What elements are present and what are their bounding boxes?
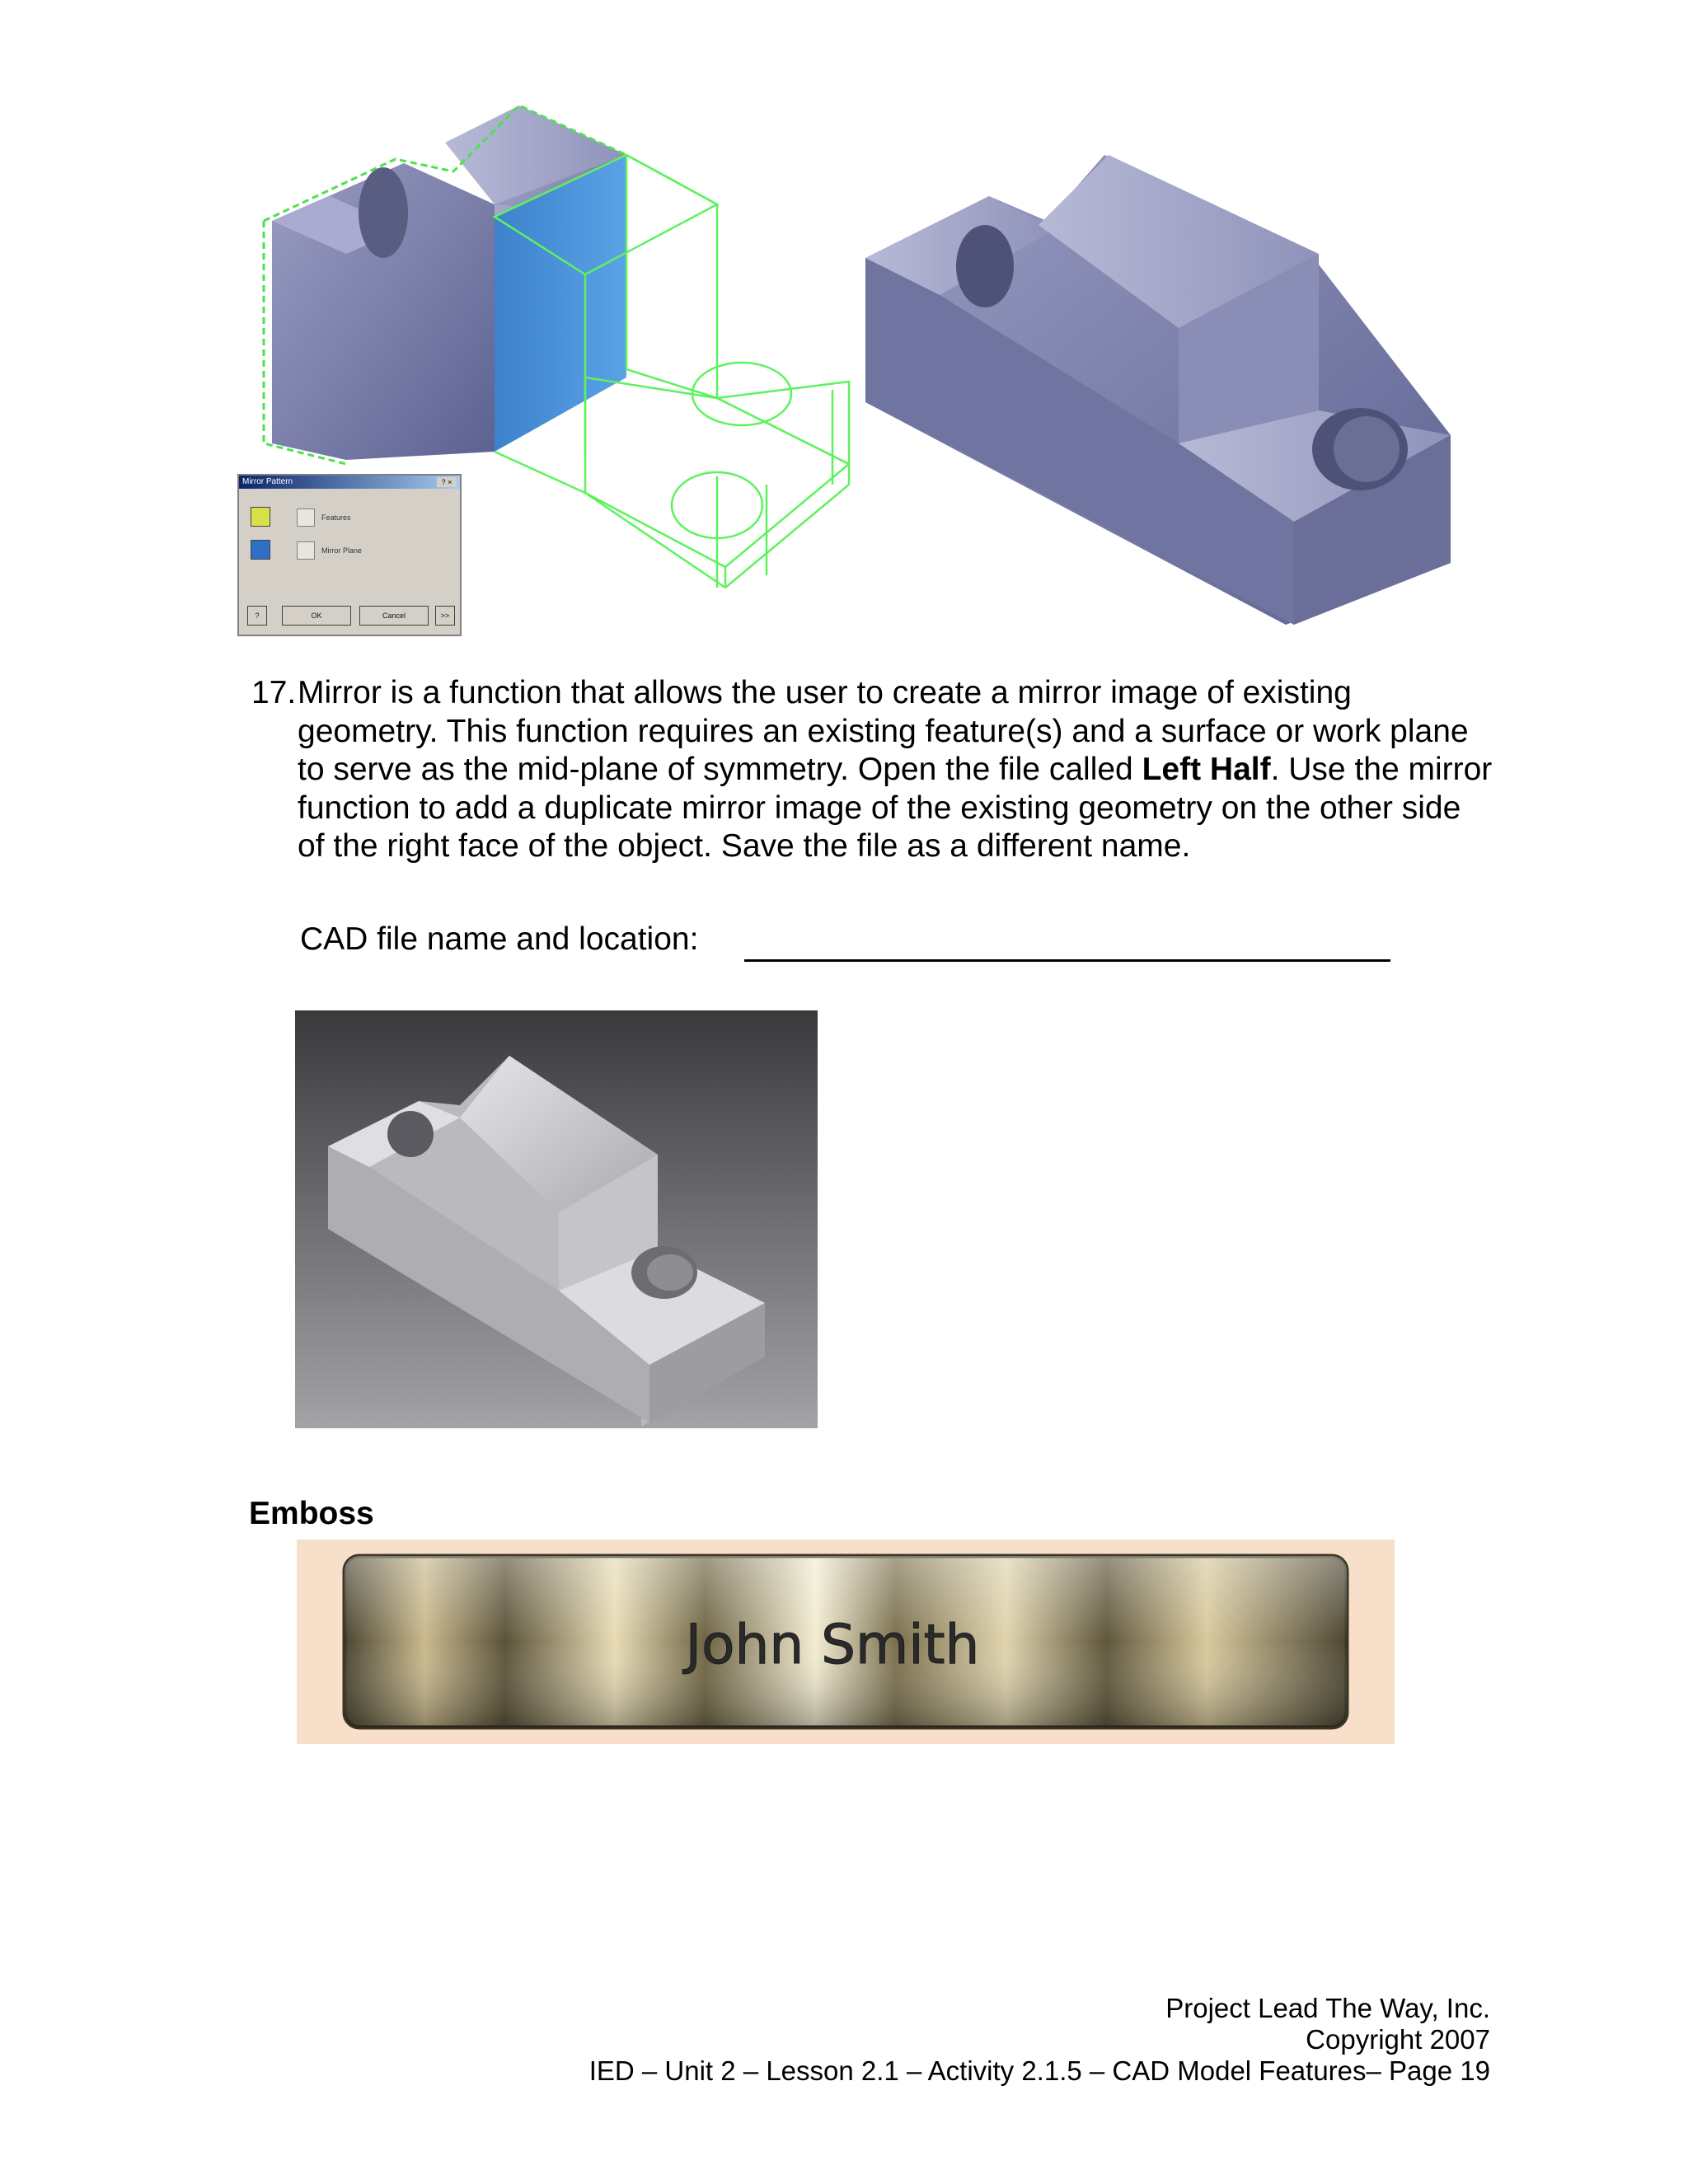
features-label: Features: [321, 513, 351, 522]
section-heading-emboss: Emboss: [249, 1496, 374, 1531]
mirrored-part-shaded: [865, 155, 1451, 625]
question-text-after: . Use the mirror function to add a duplicate mirror image of the existing geometry on the other side of the right face of the object. Save the file as a different name.: [298, 752, 1493, 864]
mirror-pattern-dialog[interactable]: [237, 474, 462, 636]
features-select-icon[interactable]: [251, 507, 270, 527]
question-number: 17.: [251, 675, 297, 710]
mirror-plane-label: Mirror Plane: [321, 546, 363, 555]
mirror-plane-pick-button[interactable]: [297, 541, 315, 560]
cad-file-answer-line[interactable]: [744, 959, 1390, 962]
cad-file-label: CAD file name and location:: [300, 921, 699, 957]
question-text-before: Mirror is a function that allows the user to create a mirror image of existing geometry. This function requires an existing feature(s) and a surface or work plane to serve as the mid-plane of symmetry. Open the file called: [298, 675, 1469, 787]
cancel-button[interactable]: Cancel: [359, 606, 429, 626]
footer-page-info: IED – Unit 2 – Lesson 2.1 – Activity 2.1.5 – CAD Model Features– Page 19: [588, 2055, 1490, 2086]
footer-copyright: Copyright 2007: [1306, 2024, 1490, 2055]
dialog-titlebar[interactable]: [239, 476, 460, 489]
emboss-nameplate-figure: [297, 1540, 1395, 1744]
footer-organization: Project Lead The Way, Inc.: [1165, 1993, 1490, 2023]
question-text: [298, 674, 1493, 866]
mirror-plane-select-icon[interactable]: [251, 540, 270, 560]
help-button[interactable]: ?: [247, 606, 267, 626]
dialog-title: Mirror Pattern: [242, 477, 293, 486]
ok-button[interactable]: OK: [282, 606, 351, 626]
emboss-plate-text: John Smith: [685, 1613, 980, 1676]
file-name-bold: Left Half: [1142, 752, 1271, 787]
features-pick-button[interactable]: [297, 509, 315, 527]
dialog-close-icon[interactable]: ? ×: [437, 477, 457, 487]
more-button[interactable]: >>: [435, 606, 455, 626]
mirrored-part-render: [295, 1010, 818, 1428]
